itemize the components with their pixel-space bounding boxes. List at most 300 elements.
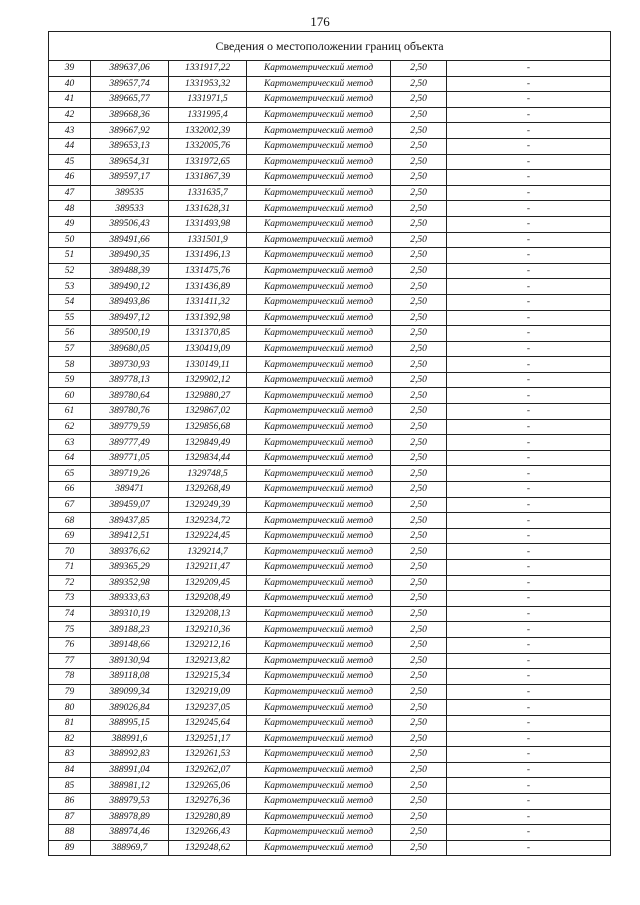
point-number-cell: 80	[49, 700, 91, 716]
description-cell: -	[447, 684, 611, 700]
method-cell: Картометрический метод	[247, 107, 391, 123]
accuracy-cell: 2,50	[391, 435, 447, 451]
accuracy-cell: 2,50	[391, 341, 447, 357]
table-row	[49, 201, 611, 217]
method-cell: Картометрический метод	[247, 76, 391, 92]
table-row	[49, 138, 611, 154]
description-cell: -	[447, 310, 611, 326]
accuracy-cell: 2,50	[391, 591, 447, 607]
accuracy-cell: 2,50	[391, 809, 447, 825]
method-cell: Картометрический метод	[247, 466, 391, 482]
method-cell: Картометрический метод	[247, 170, 391, 186]
table-row	[49, 591, 611, 607]
accuracy-cell: 2,50	[391, 310, 447, 326]
x-coordinate-cell: 389780,64	[91, 388, 169, 404]
y-coordinate-cell: 1332002,39	[169, 123, 247, 139]
method-cell: Картометрический метод	[247, 731, 391, 747]
table-row	[49, 170, 611, 186]
description-cell: -	[447, 294, 611, 310]
accuracy-cell: 2,50	[391, 715, 447, 731]
y-coordinate-cell: 1329214,7	[169, 544, 247, 560]
table-row	[49, 279, 611, 295]
method-cell: Картометрический метод	[247, 216, 391, 232]
point-number-cell: 72	[49, 575, 91, 591]
description-cell: -	[447, 388, 611, 404]
accuracy-cell: 2,50	[391, 684, 447, 700]
table-row	[49, 326, 611, 342]
point-number-cell: 46	[49, 170, 91, 186]
method-cell: Картометрический метод	[247, 123, 391, 139]
table-row	[49, 497, 611, 513]
method-cell: Картометрический метод	[247, 669, 391, 685]
x-coordinate-cell: 389471	[91, 482, 169, 498]
method-cell: Картометрический метод	[247, 294, 391, 310]
boundary-coordinates-table	[48, 31, 611, 856]
method-cell: Картометрический метод	[247, 326, 391, 342]
accuracy-cell: 2,50	[391, 279, 447, 295]
method-cell: Картометрический метод	[247, 700, 391, 716]
y-coordinate-cell: 1329251,17	[169, 731, 247, 747]
point-number-cell: 48	[49, 201, 91, 217]
description-cell: -	[447, 809, 611, 825]
x-coordinate-cell: 389680,05	[91, 341, 169, 357]
y-coordinate-cell: 1329834,44	[169, 450, 247, 466]
table-row	[49, 372, 611, 388]
table-row	[49, 528, 611, 544]
accuracy-cell: 2,50	[391, 123, 447, 139]
description-cell: -	[447, 263, 611, 279]
description-cell: -	[447, 61, 611, 77]
y-coordinate-cell: 1331995,4	[169, 107, 247, 123]
method-cell: Картометрический метод	[247, 606, 391, 622]
y-coordinate-cell: 1330149,11	[169, 357, 247, 373]
table-row	[49, 809, 611, 825]
accuracy-cell: 2,50	[391, 544, 447, 560]
point-number-cell: 52	[49, 263, 91, 279]
method-cell: Картометрический метод	[247, 138, 391, 154]
description-cell: -	[447, 76, 611, 92]
description-cell: -	[447, 715, 611, 731]
point-number-cell: 41	[49, 92, 91, 108]
accuracy-cell: 2,50	[391, 263, 447, 279]
y-coordinate-cell: 1329208,13	[169, 606, 247, 622]
x-coordinate-cell: 389365,29	[91, 560, 169, 576]
method-cell: Картометрический метод	[247, 762, 391, 778]
method-cell: Картометрический метод	[247, 61, 391, 77]
x-coordinate-cell: 388978,89	[91, 809, 169, 825]
x-coordinate-cell: 389026,84	[91, 700, 169, 716]
x-coordinate-cell: 389310,19	[91, 606, 169, 622]
x-coordinate-cell: 388991,6	[91, 731, 169, 747]
description-cell: -	[447, 622, 611, 638]
table-row	[49, 622, 611, 638]
x-coordinate-cell: 389730,93	[91, 357, 169, 373]
x-coordinate-cell: 388991,04	[91, 762, 169, 778]
point-number-cell: 76	[49, 637, 91, 653]
table-row	[49, 575, 611, 591]
x-coordinate-cell: 389665,77	[91, 92, 169, 108]
y-coordinate-cell: 1331370,85	[169, 326, 247, 342]
x-coordinate-cell: 389376,62	[91, 544, 169, 560]
accuracy-cell: 2,50	[391, 138, 447, 154]
accuracy-cell: 2,50	[391, 450, 447, 466]
point-number-cell: 86	[49, 793, 91, 809]
point-number-cell: 62	[49, 419, 91, 435]
method-cell: Картометрический метод	[247, 497, 391, 513]
table-row	[49, 762, 611, 778]
point-number-cell: 75	[49, 622, 91, 638]
point-number-cell: 71	[49, 560, 91, 576]
description-cell: -	[447, 637, 611, 653]
method-cell: Картометрический метод	[247, 372, 391, 388]
accuracy-cell: 2,50	[391, 170, 447, 186]
table-row	[49, 216, 611, 232]
page-number: 176	[310, 14, 330, 29]
y-coordinate-cell: 1331635,7	[169, 185, 247, 201]
x-coordinate-cell: 389506,43	[91, 216, 169, 232]
description-cell: -	[447, 513, 611, 529]
y-coordinate-cell: 1331971,5	[169, 92, 247, 108]
description-cell: -	[447, 216, 611, 232]
accuracy-cell: 2,50	[391, 747, 447, 763]
y-coordinate-cell: 1329245,64	[169, 715, 247, 731]
y-coordinate-cell: 1330419,09	[169, 341, 247, 357]
accuracy-cell: 2,50	[391, 793, 447, 809]
description-cell: -	[447, 279, 611, 295]
point-number-cell: 60	[49, 388, 91, 404]
accuracy-cell: 2,50	[391, 840, 447, 856]
point-number-cell: 58	[49, 357, 91, 373]
accuracy-cell: 2,50	[391, 216, 447, 232]
accuracy-cell: 2,50	[391, 513, 447, 529]
accuracy-cell: 2,50	[391, 154, 447, 170]
method-cell: Картометрический метод	[247, 809, 391, 825]
description-cell: -	[447, 653, 611, 669]
x-coordinate-cell: 389637,06	[91, 61, 169, 77]
description-cell: -	[447, 419, 611, 435]
point-number-cell: 70	[49, 544, 91, 560]
table-row	[49, 637, 611, 653]
method-cell: Картометрический метод	[247, 482, 391, 498]
accuracy-cell: 2,50	[391, 778, 447, 794]
table-row	[49, 482, 611, 498]
x-coordinate-cell: 388969,7	[91, 840, 169, 856]
y-coordinate-cell: 1331867,39	[169, 170, 247, 186]
x-coordinate-cell: 388981,12	[91, 778, 169, 794]
table-row	[49, 513, 611, 529]
x-coordinate-cell: 389779,59	[91, 419, 169, 435]
accuracy-cell: 2,50	[391, 575, 447, 591]
y-coordinate-cell: 1329268,49	[169, 482, 247, 498]
method-cell: Картометрический метод	[247, 513, 391, 529]
method-cell: Картометрический метод	[247, 544, 391, 560]
description-cell: -	[447, 107, 611, 123]
table-row	[49, 825, 611, 841]
accuracy-cell: 2,50	[391, 294, 447, 310]
x-coordinate-cell: 389352,98	[91, 575, 169, 591]
table-row	[49, 653, 611, 669]
point-number-cell: 65	[49, 466, 91, 482]
x-coordinate-cell: 389099,34	[91, 684, 169, 700]
accuracy-cell: 2,50	[391, 357, 447, 373]
accuracy-cell: 2,50	[391, 466, 447, 482]
table-row	[49, 715, 611, 731]
y-coordinate-cell: 1331953,32	[169, 76, 247, 92]
description-cell: -	[447, 123, 611, 139]
accuracy-cell: 2,50	[391, 419, 447, 435]
y-coordinate-cell: 1331411,32	[169, 294, 247, 310]
x-coordinate-cell: 389488,39	[91, 263, 169, 279]
accuracy-cell: 2,50	[391, 653, 447, 669]
description-cell: -	[447, 591, 611, 607]
point-number-cell: 49	[49, 216, 91, 232]
point-number-cell: 53	[49, 279, 91, 295]
table-row	[49, 466, 611, 482]
point-number-cell: 73	[49, 591, 91, 607]
method-cell: Картометрический метод	[247, 388, 391, 404]
description-cell: -	[447, 435, 611, 451]
y-coordinate-cell: 1329276,36	[169, 793, 247, 809]
description-cell: -	[447, 466, 611, 482]
table-row	[49, 404, 611, 420]
accuracy-cell: 2,50	[391, 248, 447, 264]
description-cell: -	[447, 606, 611, 622]
description-cell: -	[447, 528, 611, 544]
accuracy-cell: 2,50	[391, 669, 447, 685]
description-cell: -	[447, 341, 611, 357]
accuracy-cell: 2,50	[391, 700, 447, 716]
y-coordinate-cell: 1329234,72	[169, 513, 247, 529]
table-row	[49, 793, 611, 809]
method-cell: Картометрический метод	[247, 263, 391, 279]
y-coordinate-cell: 1329748,5	[169, 466, 247, 482]
y-coordinate-cell: 1329224,45	[169, 528, 247, 544]
table-row	[49, 76, 611, 92]
point-number-cell: 44	[49, 138, 91, 154]
description-cell: -	[447, 326, 611, 342]
x-coordinate-cell: 389653,13	[91, 138, 169, 154]
description-cell: -	[447, 450, 611, 466]
point-number-cell: 67	[49, 497, 91, 513]
accuracy-cell: 2,50	[391, 560, 447, 576]
x-coordinate-cell: 389493,86	[91, 294, 169, 310]
table-row	[49, 294, 611, 310]
description-cell: -	[447, 778, 611, 794]
x-coordinate-cell: 389780,76	[91, 404, 169, 420]
method-cell: Картометрический метод	[247, 637, 391, 653]
method-cell: Картометрический метод	[247, 341, 391, 357]
method-cell: Картометрический метод	[247, 591, 391, 607]
method-cell: Картометрический метод	[247, 357, 391, 373]
method-cell: Картометрический метод	[247, 92, 391, 108]
point-number-cell: 39	[49, 61, 91, 77]
method-cell: Картометрический метод	[247, 450, 391, 466]
method-cell: Картометрический метод	[247, 793, 391, 809]
method-cell: Картометрический метод	[247, 622, 391, 638]
description-cell: -	[447, 840, 611, 856]
accuracy-cell: 2,50	[391, 232, 447, 248]
x-coordinate-cell: 389130,94	[91, 653, 169, 669]
y-coordinate-cell: 1329248,62	[169, 840, 247, 856]
table-row	[49, 263, 611, 279]
y-coordinate-cell: 1329219,09	[169, 684, 247, 700]
point-number-cell: 57	[49, 341, 91, 357]
y-coordinate-cell: 1329237,05	[169, 700, 247, 716]
description-cell: -	[447, 232, 611, 248]
y-coordinate-cell: 1331917,22	[169, 61, 247, 77]
table-row	[49, 107, 611, 123]
y-coordinate-cell: 1329211,47	[169, 560, 247, 576]
x-coordinate-cell: 389118,08	[91, 669, 169, 685]
accuracy-cell: 2,50	[391, 762, 447, 778]
accuracy-cell: 2,50	[391, 107, 447, 123]
method-cell: Картометрический метод	[247, 201, 391, 217]
y-coordinate-cell: 1329902,12	[169, 372, 247, 388]
y-coordinate-cell: 1331436,89	[169, 279, 247, 295]
y-coordinate-cell: 1329856,68	[169, 419, 247, 435]
x-coordinate-cell: 389491,66	[91, 232, 169, 248]
description-cell: -	[447, 92, 611, 108]
point-number-cell: 83	[49, 747, 91, 763]
table-row	[49, 248, 611, 264]
accuracy-cell: 2,50	[391, 606, 447, 622]
accuracy-cell: 2,50	[391, 637, 447, 653]
method-cell: Картометрический метод	[247, 747, 391, 763]
point-number-cell: 78	[49, 669, 91, 685]
point-number-cell: 40	[49, 76, 91, 92]
table-row	[49, 310, 611, 326]
point-number-cell: 47	[49, 185, 91, 201]
table-row	[49, 669, 611, 685]
table-row	[49, 747, 611, 763]
accuracy-cell: 2,50	[391, 482, 447, 498]
description-cell: -	[447, 404, 611, 420]
accuracy-cell: 2,50	[391, 825, 447, 841]
point-number-cell: 79	[49, 684, 91, 700]
accuracy-cell: 2,50	[391, 388, 447, 404]
table-row	[49, 684, 611, 700]
accuracy-cell: 2,50	[391, 404, 447, 420]
x-coordinate-cell: 389597,17	[91, 170, 169, 186]
x-coordinate-cell: 389437,85	[91, 513, 169, 529]
table-row	[49, 92, 611, 108]
point-number-cell: 50	[49, 232, 91, 248]
x-coordinate-cell: 389778,13	[91, 372, 169, 388]
y-coordinate-cell: 1331501,9	[169, 232, 247, 248]
method-cell: Картометрический метод	[247, 560, 391, 576]
table-row	[49, 840, 611, 856]
y-coordinate-cell: 1329880,27	[169, 388, 247, 404]
description-cell: -	[447, 185, 611, 201]
y-coordinate-cell: 1329210,36	[169, 622, 247, 638]
table-row	[49, 435, 611, 451]
x-coordinate-cell: 388995,15	[91, 715, 169, 731]
description-cell: -	[447, 544, 611, 560]
accuracy-cell: 2,50	[391, 185, 447, 201]
x-coordinate-cell: 389657,74	[91, 76, 169, 92]
method-cell: Картометрический метод	[247, 419, 391, 435]
x-coordinate-cell: 388992,83	[91, 747, 169, 763]
method-cell: Картометрический метод	[247, 435, 391, 451]
point-number-cell: 45	[49, 154, 91, 170]
x-coordinate-cell: 389667,92	[91, 123, 169, 139]
y-coordinate-cell: 1329249,39	[169, 497, 247, 513]
method-cell: Картометрический метод	[247, 310, 391, 326]
x-coordinate-cell: 389654,31	[91, 154, 169, 170]
description-cell: -	[447, 138, 611, 154]
y-coordinate-cell: 1329209,45	[169, 575, 247, 591]
method-cell: Картометрический метод	[247, 185, 391, 201]
y-coordinate-cell: 1331493,98	[169, 216, 247, 232]
method-cell: Картометрический метод	[247, 248, 391, 264]
y-coordinate-cell: 1329208,49	[169, 591, 247, 607]
x-coordinate-cell: 389333,63	[91, 591, 169, 607]
point-number-cell: 81	[49, 715, 91, 731]
description-cell: -	[447, 482, 611, 498]
accuracy-cell: 2,50	[391, 201, 447, 217]
method-cell: Картометрический метод	[247, 232, 391, 248]
y-coordinate-cell: 1329215,34	[169, 669, 247, 685]
x-coordinate-cell: 389533	[91, 201, 169, 217]
table-row	[49, 544, 611, 560]
y-coordinate-cell: 1331392,98	[169, 310, 247, 326]
point-number-cell: 64	[49, 450, 91, 466]
table-row	[49, 185, 611, 201]
description-cell: -	[447, 248, 611, 264]
method-cell: Картометрический метод	[247, 778, 391, 794]
method-cell: Картометрический метод	[247, 840, 391, 856]
table-row	[49, 606, 611, 622]
description-cell: -	[447, 560, 611, 576]
method-cell: Картометрический метод	[247, 154, 391, 170]
point-number-cell: 51	[49, 248, 91, 264]
method-cell: Картометрический метод	[247, 715, 391, 731]
table-row	[49, 450, 611, 466]
x-coordinate-cell: 389459,07	[91, 497, 169, 513]
point-number-cell: 77	[49, 653, 91, 669]
table-row	[49, 778, 611, 794]
table-title: Сведения о местоположении границ объекта	[49, 32, 611, 61]
point-number-cell: 56	[49, 326, 91, 342]
x-coordinate-cell: 389719,26	[91, 466, 169, 482]
y-coordinate-cell: 1329266,43	[169, 825, 247, 841]
point-number-cell: 74	[49, 606, 91, 622]
y-coordinate-cell: 1329867,02	[169, 404, 247, 420]
point-number-cell: 82	[49, 731, 91, 747]
method-cell: Картометрический метод	[247, 825, 391, 841]
boundary-table-container	[48, 31, 610, 856]
table-row	[49, 154, 611, 170]
point-number-cell: 89	[49, 840, 91, 856]
method-cell: Картометрический метод	[247, 528, 391, 544]
y-coordinate-cell: 1329262,07	[169, 762, 247, 778]
table-row	[49, 357, 611, 373]
method-cell: Картометрический метод	[247, 404, 391, 420]
accuracy-cell: 2,50	[391, 528, 447, 544]
y-coordinate-cell: 1329213,82	[169, 653, 247, 669]
table-row	[49, 560, 611, 576]
x-coordinate-cell: 388979,53	[91, 793, 169, 809]
description-cell: -	[447, 357, 611, 373]
y-coordinate-cell: 1331972,65	[169, 154, 247, 170]
accuracy-cell: 2,50	[391, 326, 447, 342]
description-cell: -	[447, 793, 611, 809]
point-number-cell: 84	[49, 762, 91, 778]
point-number-cell: 66	[49, 482, 91, 498]
point-number-cell: 87	[49, 809, 91, 825]
x-coordinate-cell: 389412,51	[91, 528, 169, 544]
point-number-cell: 85	[49, 778, 91, 794]
